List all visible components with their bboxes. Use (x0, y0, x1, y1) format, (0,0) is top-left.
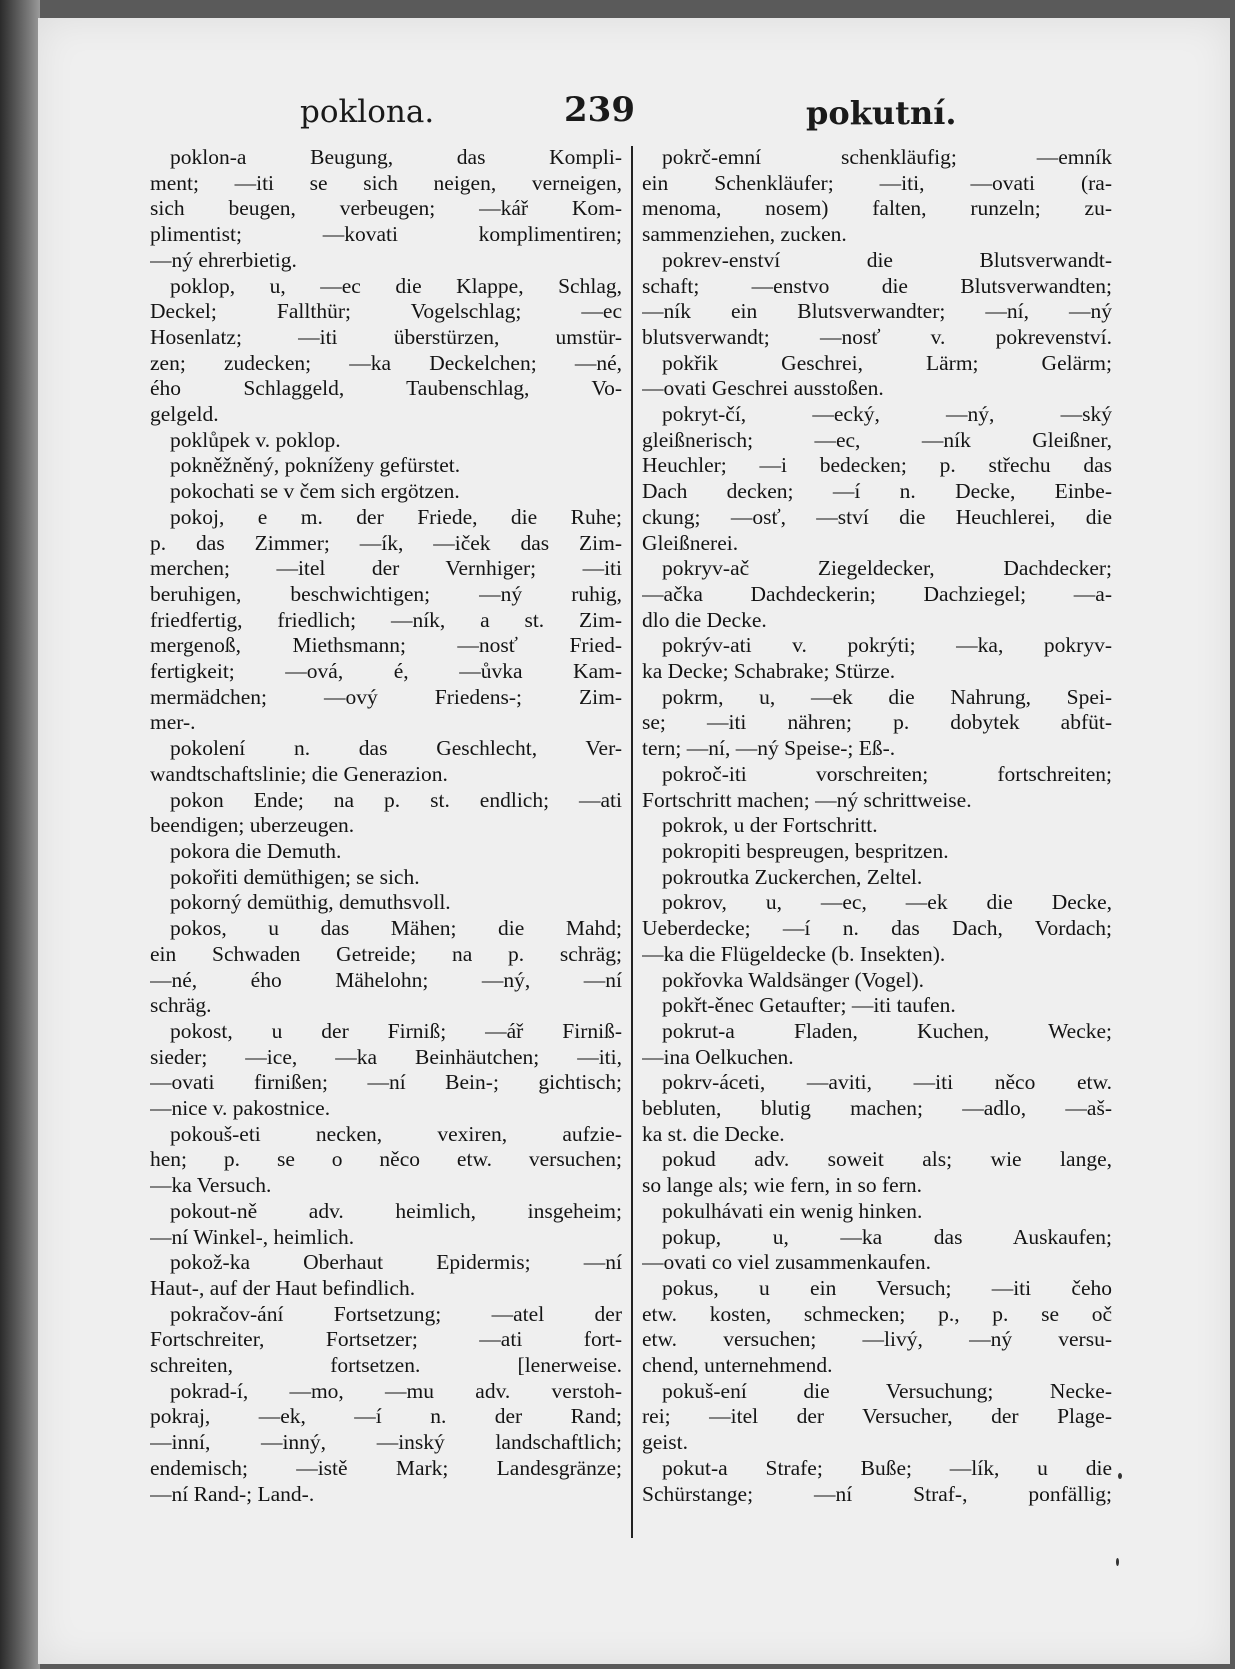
dictionary-line: schreiten, fortsetzen. [lenerweise. (150, 1353, 622, 1378)
dictionary-line: ckung; —osť, —ství die Heuchlerei, die (642, 504, 1112, 529)
dictionary-line: —ní Rand-; Land-. (150, 1481, 315, 1506)
dictionary-line: menoma, nosem) falten, runzeln; zu- (642, 196, 1112, 221)
dictionary-line: ého Schlaggeld, Taubenschlag, Vo- (150, 376, 622, 401)
dictionary-line: pokon Ende; na p. st. endlich; —ati (170, 787, 622, 812)
dictionary-line: pokřovka Waldsänger (Vogel). (662, 967, 924, 992)
dictionary-line: poklůpek v. poklop. (170, 427, 341, 452)
dictionary-line: ein Schwaden Getreide; na p. schräg; (150, 941, 622, 966)
dictionary-line: pokroutka Zuckerchen, Zeltel. (662, 864, 923, 889)
dictionary-line: —ka Versuch. (150, 1173, 272, 1198)
dictionary-line: Fortschritt machen; —ný schrittweise. (642, 787, 972, 812)
dictionary-line: —ovati firnißen; —ní Bein-; gichtisch; (150, 1070, 622, 1095)
dictionary-line: mer-. (150, 710, 196, 735)
dictionary-line: zen; zudecken; —ka Deckelchen; —né, (150, 350, 622, 375)
dictionary-line: pokroč-iti vorschreiten; fortschreiten; (662, 761, 1112, 786)
dictionary-line: pokorný demüthig, demuthsvoll. (170, 890, 451, 915)
dictionary-line: plimentist; —kovati komplimentiren; (150, 222, 622, 247)
dictionary-line: —ačka Dachdeckerin; Dachziegel; —a- (642, 581, 1112, 606)
dictionary-line: pokrm, u, —ek die Nahrung, Spei- (662, 684, 1112, 709)
dictionary-line: pokost, u der Firniß; —ář Firniß- (170, 1018, 622, 1043)
dictionary-line: gelgeld. (150, 402, 219, 427)
dictionary-line: pokulhávati ein wenig hinken. (662, 1198, 923, 1223)
dictionary-line: —ka die Flügeldecke (b. Insekten). (642, 941, 946, 966)
dictionary-line: pokus, u ein Versuch; —iti čeho (662, 1275, 1112, 1300)
book-spine-edge (0, 0, 40, 1669)
dictionary-line: mergenoß, Miethsmann; —nosť Fried- (150, 633, 622, 658)
column-divider (631, 146, 633, 1538)
dictionary-line: se; —iti nähren; p. dobytek abfüt- (642, 710, 1112, 735)
dictionary-line: sieder; —ice, —ka Beinhäutchen; —iti, (150, 1044, 622, 1069)
dictionary-line: Gleißnerei. (642, 530, 739, 555)
dictionary-line: bebluten, blutig machen; —adlo, —aš- (642, 1096, 1112, 1121)
dictionary-line: pokup, u, —ka das Auskaufen; (662, 1224, 1112, 1249)
dictionary-line: pokryv-ač Ziegeldecker, Dachdecker; (662, 556, 1112, 581)
dictionary-line: sich beugen, verbeugen; —kář Kom- (150, 196, 622, 221)
dictionary-line: so lange als; wie fern, in so fern. (642, 1173, 923, 1198)
dictionary-line: pokrev-enství die Blutsverwandt- (662, 247, 1112, 272)
page-header (38, 88, 1230, 138)
dictionary-line: friedfertig, friedlich; —ník, a st. Zim- (150, 607, 622, 632)
dictionary-line: pokuš-ení die Versuchung; Necke- (662, 1378, 1112, 1403)
dictionary-line: ment; —iti se sich neigen, verneigen, (150, 170, 622, 195)
dictionary-line: beruhigen, beschwichtigen; —ný ruhig, (150, 581, 622, 606)
dictionary-line: pokrov, u, —ec, —ek die Decke, (662, 890, 1112, 915)
dictionary-line: ein Schenkläufer; —iti, —ovati (ra- (642, 170, 1112, 195)
dictionary-line: merchen; —itel der Vernhiger; —iti (150, 556, 622, 581)
dictionary-line: Schürstange; —ní Straf-, ponfällig; (642, 1481, 1112, 1506)
dictionary-line: Hosenlatz; —iti überstürzen, umstür- (150, 324, 622, 349)
dictionary-line: pokoj, e m. der Friede, die Ruhe; (170, 504, 622, 529)
dictionary-line: schaft; —enstvo die Blutsverwandten; (642, 273, 1112, 298)
dictionary-page (38, 18, 1230, 1664)
dictionary-line: poklop, u, —ec die Klappe, Schlag, (170, 273, 622, 298)
dictionary-line: pokrv-áceti, —aviti, —iti něco etw. (662, 1070, 1112, 1095)
dictionary-line: sammenziehen, zucken. (642, 222, 847, 247)
dictionary-line: pokolení n. das Geschlecht, Ver- (170, 736, 622, 761)
dictionary-line: rei; —itel der Versucher, der Plage- (642, 1404, 1112, 1429)
dictionary-line: pokřik Geschrei, Lärm; Gelärm; (662, 350, 1112, 375)
dictionary-line: Deckel; Fallthür; Vogelschlag; —ec (150, 299, 622, 324)
dictionary-line: pokračov-ání Fortsetzung; —atel der (170, 1301, 622, 1326)
dictionary-line: wandtschaftslinie; die Generazion. (150, 761, 448, 786)
dictionary-line: etw. versuchen; —livý, —ný versu- (642, 1327, 1112, 1352)
dictionary-line: —nice v. pakostnice. (150, 1096, 331, 1121)
dictionary-line: —né, ého Mähelohn; —ný, —ní (150, 967, 622, 992)
dictionary-line: —ník ein Blutsverwandter; —ní, —ný (642, 299, 1112, 324)
dictionary-line: endemisch; —istě Mark; Landesgränze; (150, 1455, 622, 1480)
dictionary-line: —ovati Geschrei ausstoßen. (642, 376, 884, 401)
dictionary-line: pokraj, —ek, —í n. der Rand; (150, 1404, 622, 1429)
dictionary-line: Haut-, auf der Haut befindlich. (150, 1275, 416, 1300)
dictionary-line: gleißnerisch; —ec, —ník Gleißner, (642, 427, 1112, 452)
dictionary-line: blutsverwandt; —nosť v. pokrevenství. (642, 324, 1112, 349)
dictionary-line: pokout-ně adv. heimlich, insgeheim; (170, 1198, 622, 1223)
dictionary-line: pokochati se v čem sich ergötzen. (170, 479, 460, 504)
print-speck (1116, 1558, 1119, 1566)
dictionary-line: —ina Oelkuchen. (642, 1044, 794, 1069)
dictionary-line: mermädchen; —ový Friedens-; Zim- (150, 684, 622, 709)
dictionary-line: pokud adv. soweit als; wie lange, (662, 1147, 1112, 1172)
dictionary-line: Heuchler; —i bedecken; p. střechu das (642, 453, 1112, 478)
dictionary-line: Ueberdecke; —í n. das Dach, Vordach; (642, 916, 1112, 941)
right-running-headword: pokutní. (806, 94, 957, 132)
dictionary-line: pokrad-í, —mo, —mu adv. verstoh- (170, 1378, 622, 1403)
dictionary-line: pokos, u das Mähen; die Mahd; (170, 916, 622, 941)
dictionary-line: Dach decken; —í n. Decke, Einbe- (642, 479, 1112, 504)
dictionary-line: beendigen; uberzeugen. (150, 813, 355, 838)
dictionary-line: dlo die Decke. (642, 607, 767, 632)
dictionary-line: pokouš-eti necken, vexiren, aufzie- (170, 1121, 622, 1146)
dictionary-line: ka Decke; Schabrake; Stürze. (642, 659, 896, 684)
page-number: 239 (564, 90, 635, 130)
right-column (642, 145, 1112, 1645)
dictionary-line: pokrč-emní schenkläufig; —emník (662, 145, 1112, 169)
dictionary-line: pokož-ka Oberhaut Epidermis; —ní (170, 1250, 622, 1275)
dictionary-line: pokořiti demüthigen; se sich. (170, 864, 420, 889)
dictionary-line: poklon-a Beugung, das Kompli- (170, 145, 622, 169)
dictionary-line: chend, unternehmend. (642, 1353, 833, 1378)
dictionary-line: tern; —ní, —ný Speise-; Eß-. (642, 736, 896, 761)
dictionary-line: pokrýv-ati v. pokrýti; —ka, pokryv- (662, 633, 1112, 658)
dictionary-line: pokřt-ěnec Getaufter; —iti taufen. (662, 993, 956, 1018)
dictionary-line: —ní Winkel-, heimlich. (150, 1224, 355, 1249)
left-column (150, 145, 622, 1645)
dictionary-line: Fortschreiter, Fortsetzer; —ati fort- (150, 1327, 622, 1352)
dictionary-line: ka st. die Decke. (642, 1121, 785, 1146)
left-running-headword: poklona. (300, 94, 435, 130)
dictionary-line: pokora die Demuth. (170, 838, 342, 863)
dictionary-line: pokryt-čí, —ecký, —ný, —ský (662, 402, 1112, 427)
dictionary-line: —ovati co viel zusammenkaufen. (642, 1250, 931, 1275)
dictionary-line: geist. (642, 1430, 688, 1455)
dictionary-line: pokrok, u der Fortschritt. (662, 813, 878, 838)
dictionary-line: —ný ehrerbietig. (150, 247, 297, 272)
dictionary-line: hen; p. se o něco etw. versuchen; (150, 1147, 622, 1172)
dictionary-line: pokněžněný, pokníženy gefürstet. (170, 453, 461, 478)
dictionary-line: fertigkeit; —ová, é, —ůvka Kam- (150, 659, 622, 684)
dictionary-line: etw. kosten, schmecken; p., p. se oč (642, 1301, 1112, 1326)
dictionary-line: pokropiti bespreugen, bespritzen. (662, 838, 949, 863)
print-speck (1118, 1473, 1122, 1479)
dictionary-line: pokrut-a Fladen, Kuchen, Wecke; (662, 1018, 1112, 1043)
dictionary-line: p. das Zimmer; —ík, —iček das Zim- (150, 530, 622, 555)
dictionary-line: schräg. (150, 993, 212, 1018)
dictionary-line: —inní, —inný, —inský landschaftlich; (150, 1430, 622, 1455)
dictionary-line: pokut-a Strafe; Buße; —lík, u die (662, 1455, 1112, 1480)
